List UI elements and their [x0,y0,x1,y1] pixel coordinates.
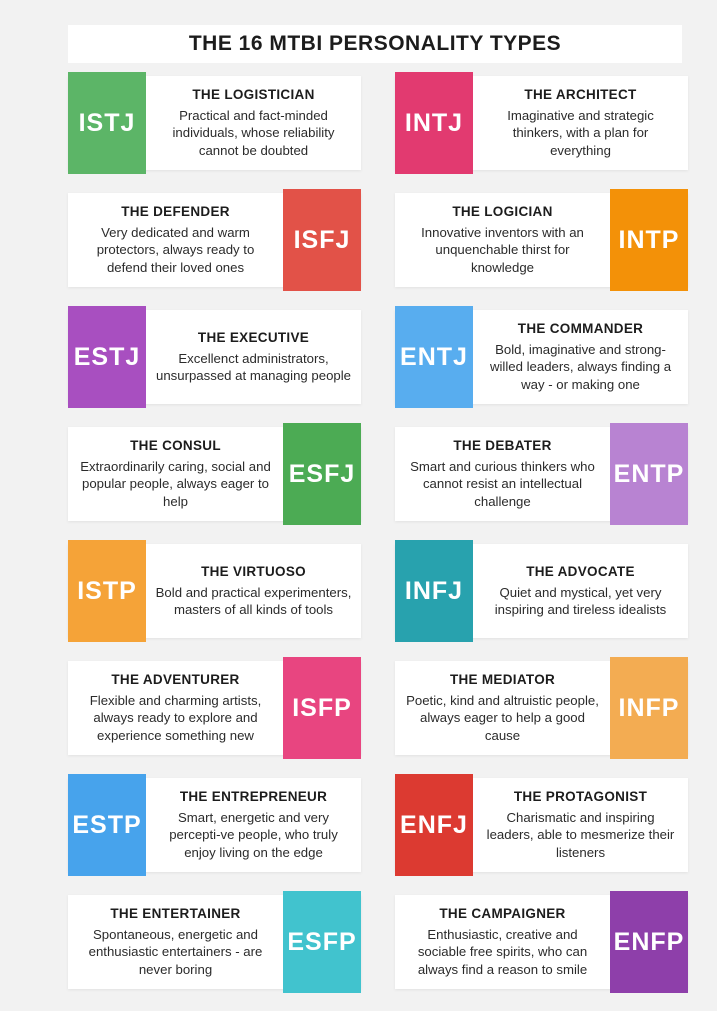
personality-card [68,310,361,404]
personality-name: THE CAMPAIGNER [439,905,566,921]
personality-description: Smart, energetic and very percepti-ve people, who truly enjoy living on the edge [169,809,338,860]
card-text [68,902,283,982]
personality-card [68,427,361,521]
type-code-label: ESTJ [73,342,141,371]
personality-description: Innovative inventors with an unquenchable thirst for knowledge [421,224,584,275]
personality-card [68,76,361,170]
cards-grid [68,76,688,989]
personality-description: Bold, imaginative and strong-willed leaders, always finding a way - or making one [489,341,672,392]
type-code-square [68,540,146,642]
personality-description: Spontaneous, energetic and enthusiastic entertainers - are never boring [88,926,263,977]
card-text [68,434,283,514]
type-code-label: ESFJ [288,459,356,488]
type-code-label: ENTP [613,459,685,488]
personality-card [395,778,688,872]
personality-name: THE CONSUL [130,437,221,453]
type-code-square [395,774,473,876]
type-code-label: ISTP [77,576,137,605]
card-text [395,434,610,514]
personality-name: THE COMMANDER [517,320,644,336]
type-code-label: ENFJ [400,810,468,839]
personality-name: THE LOGICIAN [452,203,553,219]
personality-name: THE LOGISTICIAN [192,86,315,102]
personality-name: THE DEBATER [453,437,552,453]
type-code-square [610,891,688,993]
type-code-square [283,423,361,525]
type-code-square [610,423,688,525]
personality-description: Very dedicated and warm protectors, always ready to defend their loved ones [96,224,255,275]
personality-name: THE MEDIATOR [449,671,556,687]
type-code-square [283,189,361,291]
personality-description: Excellenct administrators, unsurpassed at managing people [155,350,352,383]
personality-description: Flexible and charming artists, always ready to explore and experience something new [89,692,262,743]
personality-card [68,895,361,989]
type-code-label: ESTP [72,810,142,839]
footer-strip [0,1011,717,1024]
personality-card [395,895,688,989]
personality-description: Extraordinarily caring, social and popular people, always eager to help [80,458,271,509]
personality-description: Imaginative and strategic thinkers, with a plan for everything [507,107,654,158]
card-text [473,83,688,163]
personality-card [68,661,361,755]
card-text [146,326,361,389]
type-code-label: ISFJ [293,225,351,254]
personality-name: THE DEFENDER [121,203,230,219]
type-code-square [68,774,146,876]
type-code-square [395,72,473,174]
card-text [473,317,688,397]
personality-name: THE ADVOCATE [526,563,635,579]
type-code-square [68,72,146,174]
type-code-square [395,540,473,642]
personality-description: Enthusiastic, creative and sociable free spirits, who can always find a reason to smile [417,926,588,977]
personality-card [68,778,361,872]
type-code-label: ISFP [292,693,352,722]
card-text [68,200,283,280]
type-code-square [395,306,473,408]
personality-name: THE ADVENTURER [111,671,240,687]
personality-description: Smart and curious thinkers who cannot resist an intellectual challenge [410,458,595,509]
personality-card [68,193,361,287]
type-code-label: INTP [618,225,680,254]
type-code-label: INTJ [404,108,464,137]
personality-description: Bold and practical experimenters, masters of all kinds of tools [155,584,352,617]
card-text [473,785,688,865]
personality-name: THE ENTREPRENEUR [179,788,328,804]
type-code-label: INFP [618,693,680,722]
type-code-square [68,306,146,408]
personality-description: Practical and fact-minded individuals, whose reliability cannot be doubted [172,107,335,158]
personality-card [395,427,688,521]
type-code-square [610,657,688,759]
type-code-label: ISTJ [78,108,136,137]
personality-card [395,76,688,170]
card-text [68,668,283,748]
personality-card [395,661,688,755]
personality-name: THE EXECUTIVE [197,329,310,345]
type-code-label: INFJ [404,576,464,605]
personality-card [395,310,688,404]
type-code-label: ENFP [613,927,685,956]
type-code-label: ENTJ [400,342,468,371]
page-title-band [68,25,682,63]
personality-description: Quiet and mystical, yet very inspiring and tireless idealists [494,584,667,617]
personality-name: THE VIRTUOSO [201,563,306,579]
personality-card [395,193,688,287]
type-code-square [283,891,361,993]
card-text [395,668,610,748]
type-code-square [610,189,688,291]
card-text [146,785,361,865]
type-code-label: ESFP [287,927,357,956]
card-text [395,902,610,982]
card-text [146,83,361,163]
personality-card [68,544,361,638]
personality-description: Charismatic and inspiring leaders, able to mesmerize their listeners [486,809,675,860]
personality-description: Poetic, kind and altruistic people, always eager to help a good cause [406,692,599,743]
card-text [395,200,610,280]
card-text [473,560,688,623]
card-text [146,560,361,623]
personality-name: THE ARCHITECT [524,86,637,102]
personality-name: THE PROTAGONIST [513,788,648,804]
type-code-square [283,657,361,759]
personality-name: THE ENTERTAINER [110,905,241,921]
page-title: THE 16 MTBI PERSONALITY TYPES [188,32,562,55]
personality-card [395,544,688,638]
